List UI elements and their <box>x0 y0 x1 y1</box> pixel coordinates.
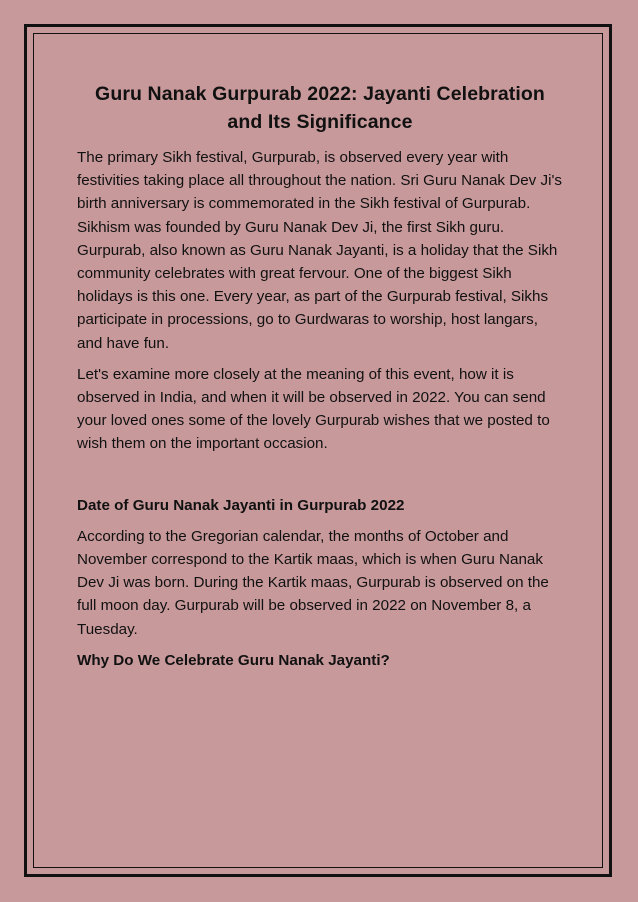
document-title: Guru Nanak Gurpurab 2022: Jayanti Celebration and Its Significance <box>95 83 545 133</box>
date-section-heading: Date of Guru Nanak Jayanti in Gurpurab 2022 <box>77 496 405 514</box>
document-body <box>77 80 563 680</box>
section-spacer <box>77 464 563 494</box>
intro-paragraph: The primary Sikh festival, Gurpurab, is observed every year with festivities taking place all throughout the nation. Sri Guru Nanak Dev Ji's birth anniversary is commemorated in the Sikh festival of Gurpurab. Sikhism was founded by Guru Nanak Dev Ji, the first Sikh guru. Gurpurab, also known as Guru Nanak Jayanti, is a holiday that the Sikh community celebrates with great fervour. One of the biggest Sikh holidays is this one. Every year, as part of the Gurpurab festival, Sikhs participate in processions, go to Gurdwaras to worship, host langars, and have fun. <box>77 149 562 352</box>
why-section-heading: Why Do We Celebrate Guru Nanak Jayanti? <box>77 651 390 669</box>
second-paragraph: Let's examine more closely at the meaning of this event, how it is observed in India, and when it will be observed in 2022. You can send your loved ones some of the lovely Gurpurab wishes that we posted to wish them on the important occasion. <box>77 365 550 453</box>
date-section-paragraph: According to the Gregorian calendar, the months of October and November correspond to the Kartik maas, which is when Guru Nanak Dev Ji was born. During the Kartik maas, Gurpurab is observed on the full moon day. Gurpurab will be observed in 2022 on November 8, a Tuesday. <box>77 527 549 638</box>
